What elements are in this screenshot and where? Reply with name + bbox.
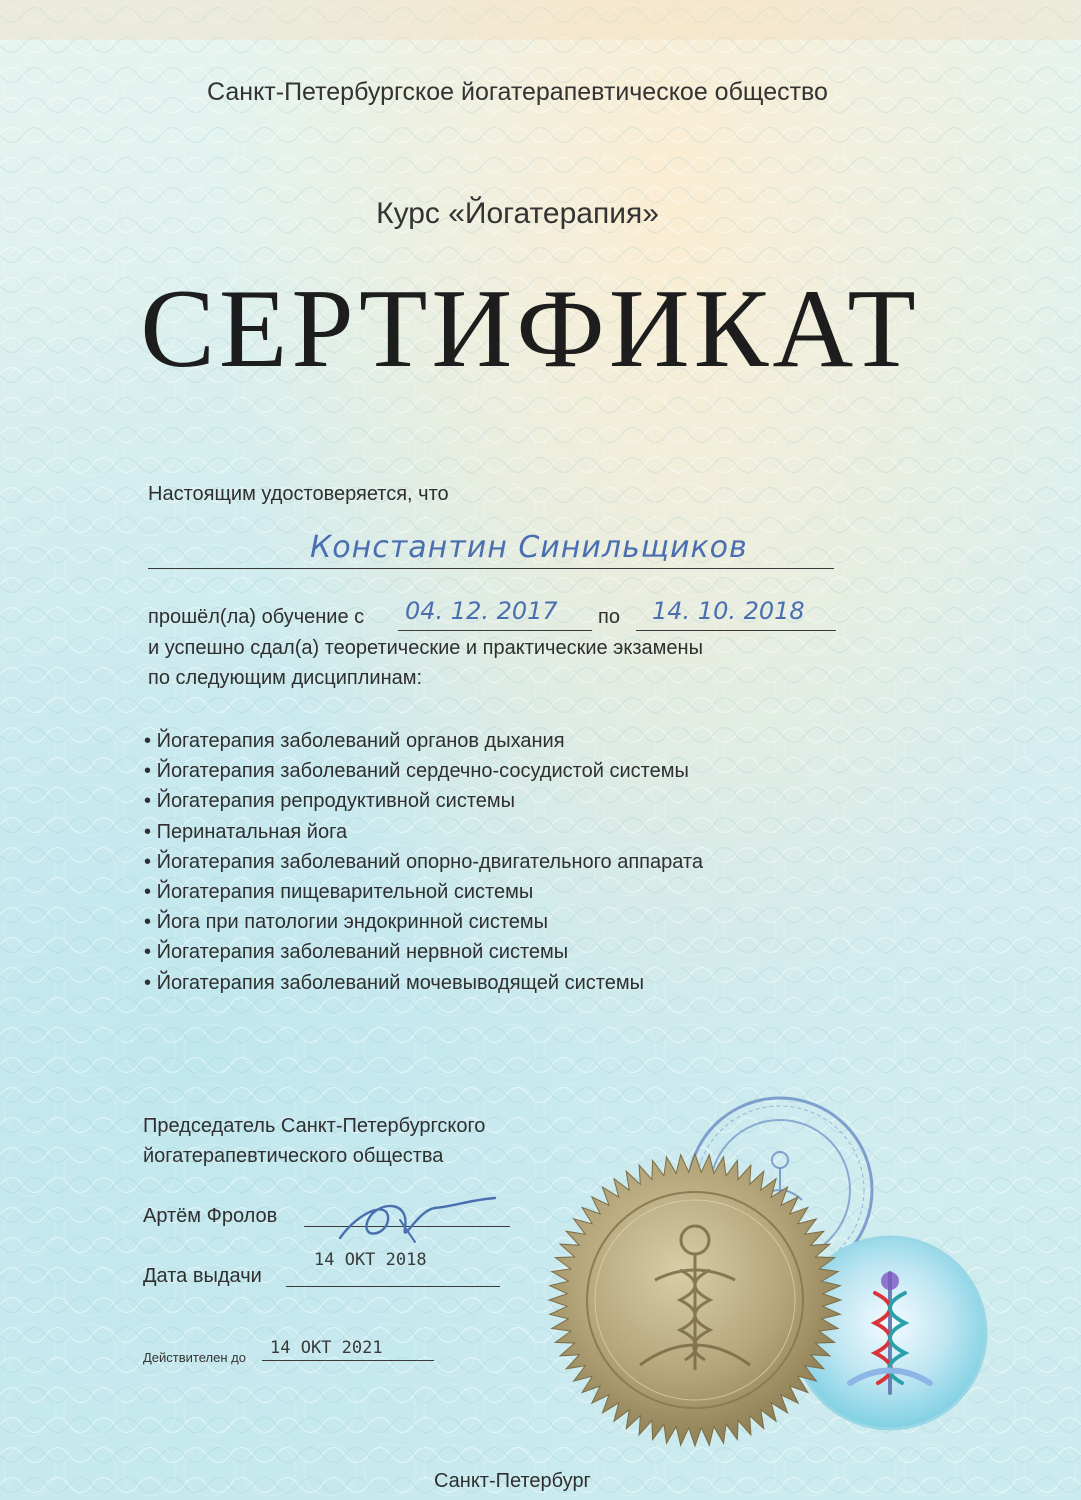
signer-name: Артём Фролов	[143, 1205, 278, 1227]
exams-text: и успешно сдал(а) теоретические и практические экзамены	[148, 637, 703, 659]
recipient-name: Константин Синильщиков	[310, 530, 748, 565]
valid-until-line	[262, 1360, 434, 1361]
training-to-label: по	[598, 606, 620, 628]
list-item: • Йогатерапия заболеваний нервной системы	[144, 937, 703, 967]
issue-date-line	[286, 1286, 500, 1287]
training-to-date: 14. 10. 2018	[652, 597, 805, 625]
list-item: • Перинатальная йога	[144, 817, 703, 847]
course-title: Курс «Йогатерапия»	[376, 197, 659, 230]
valid-until-label: Действителен до	[143, 1350, 246, 1365]
city-name: Санкт-Петербург	[434, 1470, 591, 1492]
from-date-line	[398, 630, 592, 631]
list-item: • Йогатерапия заболеваний органов дыхания	[144, 726, 703, 756]
chairman-title-line1: Председатель Санкт-Петербургского	[143, 1115, 486, 1137]
intro-text: Настоящим удостоверяется, что	[148, 483, 449, 505]
organization-name: Санкт-Петербургское йогатерапевтическое общество	[207, 78, 828, 106]
list-item: • Йогатерапия заболеваний опорно-двигательного аппарата	[144, 847, 703, 877]
list-item: • Йогатерапия репродуктивной системы	[144, 786, 703, 816]
valid-until-date: 14 ОКТ 2021	[270, 1338, 383, 1358]
chairman-title-line2: йогатерапевтического общества	[143, 1145, 444, 1167]
recipient-name-line	[148, 568, 834, 569]
issue-date-label: Дата выдачи	[143, 1265, 262, 1287]
issue-date: 14 ОКТ 2018	[314, 1250, 427, 1270]
certificate-title: СЕРТИФИКАТ	[140, 267, 920, 391]
disciplines-list	[144, 726, 703, 998]
signature-icon	[320, 1190, 520, 1250]
training-from-date: 04. 12. 2017	[405, 597, 558, 625]
to-date-line	[636, 630, 836, 631]
disciplines-intro: по следующим дисциплинам:	[148, 667, 423, 689]
training-prefix: прошёл(ла) обучение с	[148, 606, 365, 628]
gold-seal-icon	[545, 1150, 845, 1450]
list-item: • Йога при патологии эндокринной системы	[144, 907, 703, 937]
list-item: • Йогатерапия заболеваний мочевыводящей системы	[144, 968, 703, 998]
list-item: • Йогатерапия пищеварительной системы	[144, 877, 703, 907]
list-item: • Йогатерапия заболеваний сердечно-сосудистой системы	[144, 756, 703, 786]
